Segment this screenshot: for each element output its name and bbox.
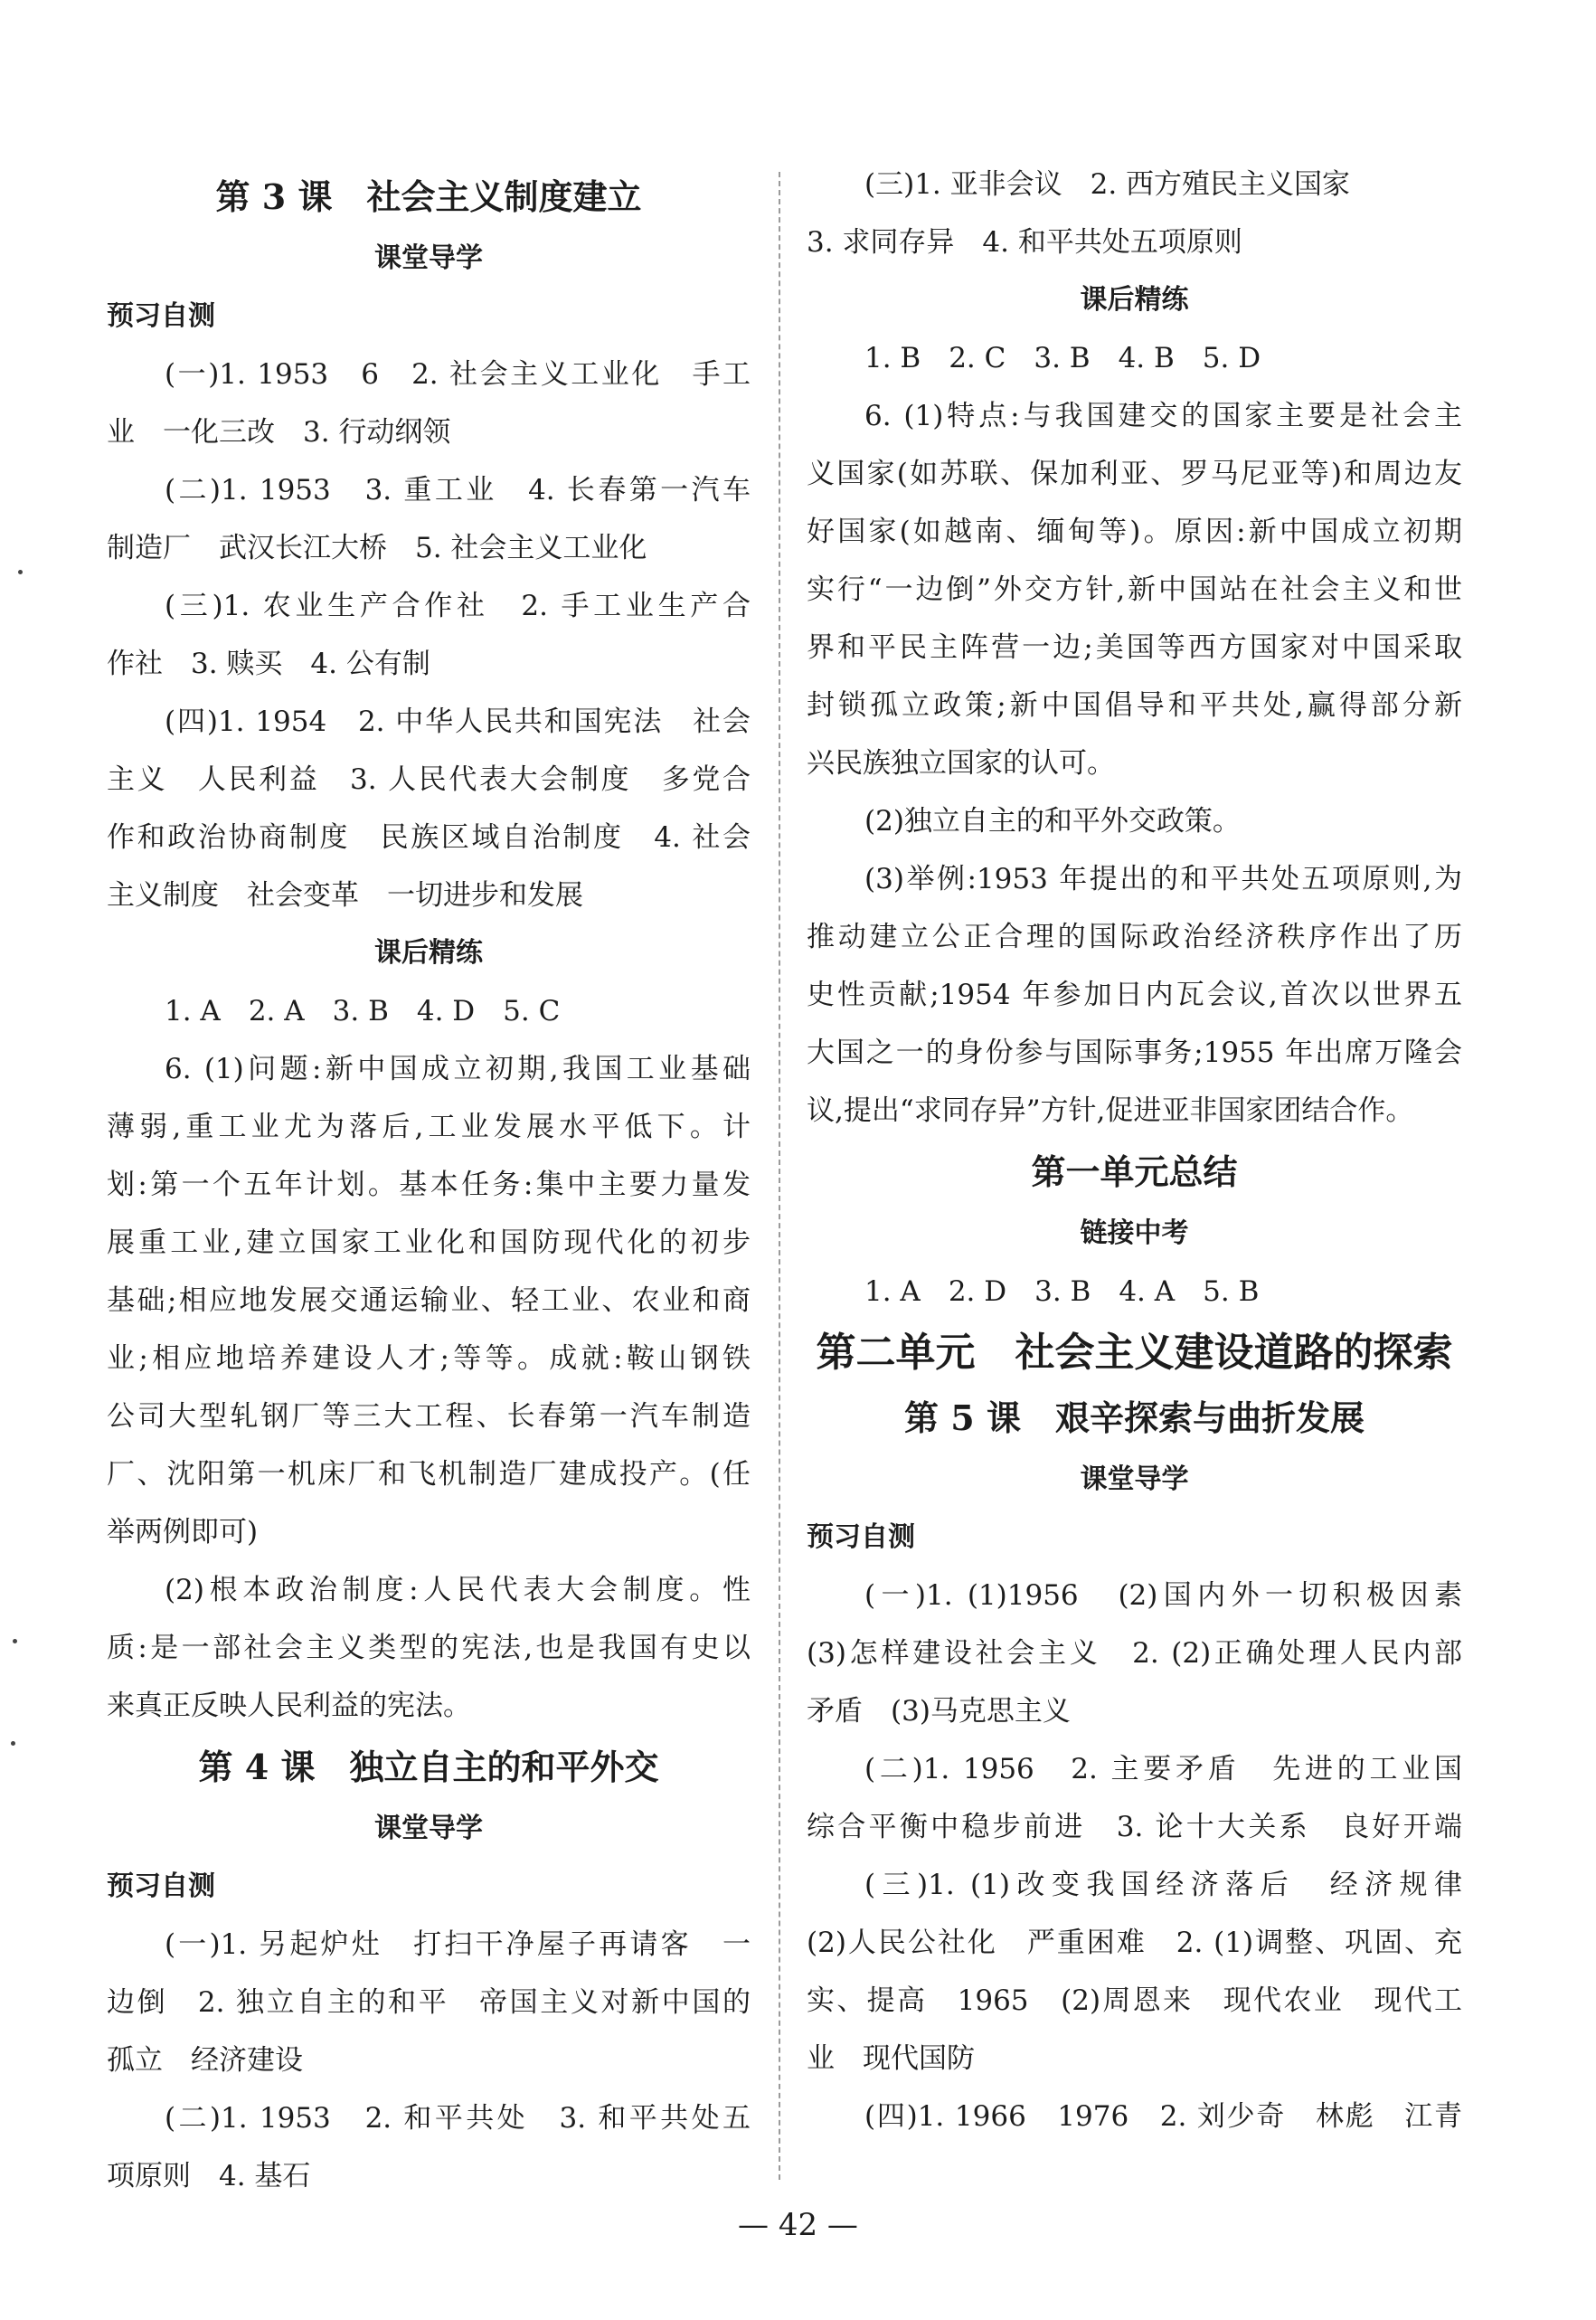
text-line: 边倒 2. 独立自主的和平 帝国主义对新中国的 [107, 1986, 751, 2019]
text-line: 基础;相应地发展交通运输业、轻工业、农业和商 [107, 1284, 751, 1317]
text-line: 推动建立公正合理的国际政治经济秩序作出了历 [807, 921, 1462, 953]
text-line: 厂、沈阳第一机床厂和飞机制造厂建成投产。(任 [107, 1458, 751, 1491]
right-column [807, 156, 1462, 2145]
text-line: (一)1. 另起炉灶 打扫干净屋子再请客 一 [165, 1928, 751, 1961]
lesson-3-title: 第 3 课 社会主义制度建立 [215, 176, 642, 217]
text-line: 作社 3. 赎买 4. 公有制 [107, 648, 430, 680]
page-number: — 42 — [738, 2207, 858, 2243]
section-heading: 课后精练 [374, 937, 483, 969]
text-line: 矛盾 (3)马克思主义 [807, 1695, 1071, 1728]
subsection-label: 预习自测 [107, 1870, 215, 1902]
text-line: 综合平衡中稳步前进 3. 论十大关系 良好开端 [807, 1811, 1462, 1843]
text-line: 划:第一个五年计划。基本任务:集中主要力量发 [107, 1169, 751, 1201]
text-line: 业 现代国防 [807, 2042, 975, 2075]
text-line: 议,提出“求同存异”方针,促进亚非国家团结合作。 [807, 1094, 1414, 1127]
text-line: 孤立 经济建设 [107, 2044, 303, 2077]
text-line: (三)1. (1)改变我国经济落后 经济规律 [864, 1869, 1462, 1901]
text-line: (2)根本政治制度:人民代表大会制度。性 [165, 1574, 751, 1606]
text-line: 业;相应地培养建设人才;等等。成就:鞍山钢铁 [107, 1342, 751, 1375]
lesson-4-title: 第 4 课 独立自主的和平外交 [198, 1747, 659, 1787]
text-line: 主义 人民利益 3. 人民代表大会制度 多党合 [107, 763, 751, 796]
choice-answers: 1. A 2. A 3. B 4. D 5. C [165, 995, 561, 1027]
text-line: (3)举例:1953 年提出的和平共处五项原则,为 [864, 863, 1462, 895]
text-line: 实行“一边倒”外交方针,新中国站在社会主义和世 [807, 573, 1462, 606]
text-line: (二)1. 1953 3. 重工业 4. 长春第一汽车 [165, 474, 751, 507]
scan-speck [18, 570, 23, 574]
text-line: (一)1. 1953 6 2. 社会主义工业化 手工 [165, 358, 751, 391]
text-line: 薄弱,重工业尤为落后,工业发展水平低下。计 [107, 1111, 751, 1143]
section-heading: 课堂导学 [374, 1813, 483, 1844]
text-line: 3. 求同存异 4. 和平共处五项原则 [807, 226, 1242, 259]
choice-answers: 1. B 2. C 3. B 4. B 5. D [864, 342, 1261, 374]
text-line: 大国之一的身份参与国际事务;1955 年出席万隆会 [807, 1037, 1462, 1069]
left-column [107, 165, 751, 2205]
text-line: 来真正反映人民利益的宪法。 [107, 1690, 471, 1722]
section-heading: 链接中考 [1080, 1217, 1189, 1249]
text-line: 6. (1)特点:与我国建交的国家主要是社会主 [864, 400, 1462, 432]
text-line: 项原则 4. 基石 [107, 2160, 311, 2192]
text-line: 举两例即可) [107, 1516, 259, 1548]
text-line: (一)1. (1)1956 (2)国内外一切积极因素 [864, 1579, 1462, 1612]
section-heading: 课后精练 [1080, 284, 1189, 316]
section-heading: 课堂导学 [374, 242, 483, 274]
text-line: 质:是一部社会主义类型的宪法,也是我国有史以 [107, 1632, 751, 1664]
unit-1-summary-title: 第一单元总结 [1031, 1151, 1238, 1192]
text-line: 6. (1)问题:新中国成立初期,我国工业基础 [165, 1053, 751, 1085]
text-line: 业 一化三改 3. 行动纲领 [107, 416, 451, 449]
text-line: 公司大型轧钢厂等三大工程、长春第一汽车制造 [107, 1400, 751, 1433]
text-line: (三)1. 农业生产合作社 2. 手工业生产合 [165, 590, 751, 622]
text-line: 封锁孤立政策;新中国倡导和平共处,赢得部分新 [807, 689, 1462, 722]
text-line: (三)1. 亚非会议 2. 西方殖民主义国家 [864, 168, 1351, 201]
text-line: (四)1. 1954 2. 中华人民共和国宪法 社会 [165, 705, 751, 738]
text-line: 好国家(如越南、缅甸等)。原因:新中国成立初期 [807, 516, 1462, 548]
column-divider [779, 172, 780, 2180]
text-line: 实、提高 1965 (2)周恩来 现代农业 现代工 [807, 1984, 1462, 2017]
text-line: 制造厂 武汉长江大桥 5. 社会主义工业化 [107, 532, 647, 564]
text-line: (3)怎样建设社会主义 2. (2)正确处理人民内部 [807, 1637, 1462, 1670]
unit-2-title: 第二单元 社会主义建设道路的探索 [816, 1330, 1453, 1376]
text-line: (2)人民公社化 严重困难 2. (1)调整、巩固、充 [807, 1927, 1462, 1959]
text-line: 义国家(如苏联、保加利亚、罗马尼亚等)和周边友 [807, 458, 1462, 490]
text-line: 史性贡献;1954 年参加日内瓦会议,首次以世界五 [807, 979, 1462, 1011]
text-line: (2)独立自主的和平外交政策。 [864, 805, 1241, 838]
scan-speck [13, 1639, 17, 1643]
text-line: 界和平民主阵营一边;美国等西方国家对中国采取 [807, 631, 1462, 664]
subsection-label: 预习自测 [807, 1521, 915, 1553]
text-line: (二)1. 1956 2. 主要矛盾 先进的工业国 [864, 1753, 1462, 1785]
text-line: 作和政治协商制度 民族区域自治制度 4. 社会 [107, 821, 751, 854]
scan-speck [11, 1741, 15, 1746]
text-line: (二)1. 1953 2. 和平共处 3. 和平共处五 [165, 2102, 751, 2135]
text-line: 兴民族独立国家的认可。 [807, 747, 1115, 780]
choice-answers: 1. A 2. D 3. B 4. A 5. B [864, 1275, 1260, 1308]
text-line: 展重工业,建立国家工业化和国防现代化的初步 [107, 1226, 751, 1259]
text-line: (四)1. 1966 1976 2. 刘少奇 林彪 江青 [864, 2100, 1462, 2133]
lesson-5-title: 第 5 课 艰辛探索与曲折发展 [904, 1397, 1365, 1438]
subsection-label: 预习自测 [107, 300, 215, 332]
text-line: 主义制度 社会变革 一切进步和发展 [107, 879, 583, 912]
section-heading: 课堂导学 [1080, 1463, 1189, 1495]
